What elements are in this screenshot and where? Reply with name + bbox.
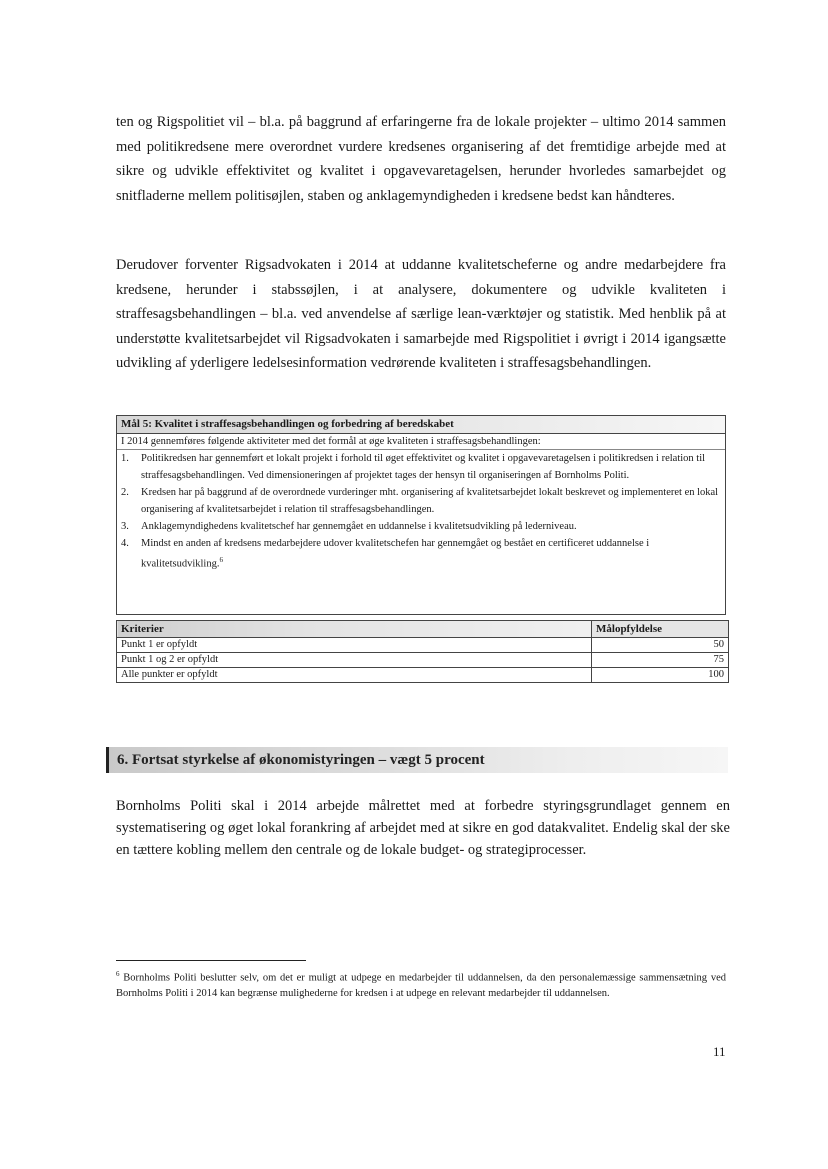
- table-row: [117, 638, 729, 653]
- fulfilment-header: Målopfyldelse: [592, 621, 729, 638]
- criteria-header: Kriterier: [117, 621, 592, 638]
- goal-item: [117, 535, 725, 573]
- goal-intro: I 2014 gennemføres følgende aktiviteter med det formål at øge kvaliteten i straffesagsbehandlingen:: [117, 434, 725, 450]
- footnote-text: Bornholms Politi beslutter selv, om det er muligt at udpege en medarbejder til uddannelsen, da den personalemæssige sammensætning ved Bornholms Politi i 2014 kan begrænse mulighederne for kredsen i at udpege en relevant medarbejder til uddannelsen.: [116, 972, 726, 999]
- criteria-value: 100: [592, 668, 729, 683]
- goal-box: [116, 415, 726, 615]
- goal-item: [117, 450, 725, 484]
- goal-item-number: 1.: [121, 453, 129, 464]
- goal-activity-list: [117, 450, 725, 573]
- goal-item-text: Anklagemyndighedens kvalitetschef har gennemgået en uddannelse i kvalitetsudvikling på lederniveau.: [141, 521, 577, 532]
- criteria-value: 75: [592, 653, 729, 668]
- goal-item-text: Kredsen har på baggrund af de overordnede vurderinger mht. organisering af kvalitetsarbejdet lokalt beskrevet og implementeret en lokal organisering af kvalitetsarbejdet i relation til straffesagsbehandlingen.: [141, 487, 719, 515]
- table-row: [117, 668, 729, 683]
- footnote-reference: 6: [219, 556, 223, 564]
- body-paragraph-2: Derudover forventer Rigsadvokaten i 2014 at uddanne kvalitetscheferne og andre medarbejdere fra kredsene, herunder i stabssøjlen, i at analysere, dokumentere og udvikle kvaliteten i straffesagsbehandlingen – bl.a. ved anvendelse af særlige lean-værktøjer og statistik. Med henblik på at understøtte kvalitetsarbejdet vil Rigsadvokaten i samarbejde med Rigspolitiet i øvrigt i 2014 igangsætte udvikling af yderligere ledelsesinformation vedrørende kvaliteten i straffesagsbehandlingen.: [116, 257, 726, 371]
- goal-item-text: Politikredsen har gennemført et lokalt projekt i forhold til øget effektivitet og kvalitet i opgavevaretagelsen i politikredsen i relation til straffesagsbehandlingen. Ved dimensioneringen af projektet tages der hensyn til organiseringen af Bornholms Politi.: [141, 453, 706, 481]
- criteria-value: 50: [592, 638, 729, 653]
- goal-item: [117, 484, 725, 518]
- page-number: 11: [713, 1044, 726, 1059]
- criteria-label: Punkt 1 og 2 er opfyldt: [117, 653, 592, 668]
- criteria-label: Alle punkter er opfyldt: [117, 668, 592, 683]
- criteria-header-row: [117, 621, 729, 638]
- goal-title: Mål 5: Kvalitet i straffesagsbehandlingen og forbedring af beredskabet: [117, 416, 725, 434]
- criteria-label: Punkt 1 er opfyldt: [117, 638, 592, 653]
- table-row: [117, 653, 729, 668]
- footnote-divider: [116, 960, 306, 961]
- goal-item: [117, 518, 725, 535]
- goal-item-number: 2.: [121, 487, 129, 498]
- body-paragraph-1: ten og Rigspolitiet vil – bl.a. på baggrund af erfaringerne fra de lokale projekter – ultimo 2014 sammen med politikredsene mere overordnet vurdere kredsenes organisering af det fremtidige arbejde med at sikre og udvikle effektivitet og kvalitet i opgavevaretagelsen, herunder hvorledes samarbejdet og snitfladerne mellem politisøjlen, staben og anklagemyndigheden i kredsene bedst kan håndteres.: [116, 114, 726, 204]
- criteria-table: [116, 620, 729, 683]
- body-paragraph-3: Bornholms Politi skal i 2014 arbejde målrettet med at forbedre styringsgrundlaget gennem en systematisering og øget lokal forankring af arbejdet med at sikre en god datakvalitet. Endelig skal der ske en tættere kobling mellem den centrale og de lokale budget- og strategiprocesser.: [116, 798, 730, 858]
- goal-item-text: Mindst en anden af kredsens medarbejdere udover kvalitetschefen har gennemgået og bestået en certificeret uddannelse i kvalitetsudvikling.: [141, 538, 650, 570]
- goal-item-number: 4.: [121, 538, 129, 549]
- goal-item-number: 3.: [121, 521, 129, 532]
- section-heading: 6. Fortsat styrkelse af økonomistyringen – vægt 5 procent: [106, 747, 728, 773]
- footnote-mark: 6: [116, 970, 120, 978]
- footnote: [116, 967, 726, 1001]
